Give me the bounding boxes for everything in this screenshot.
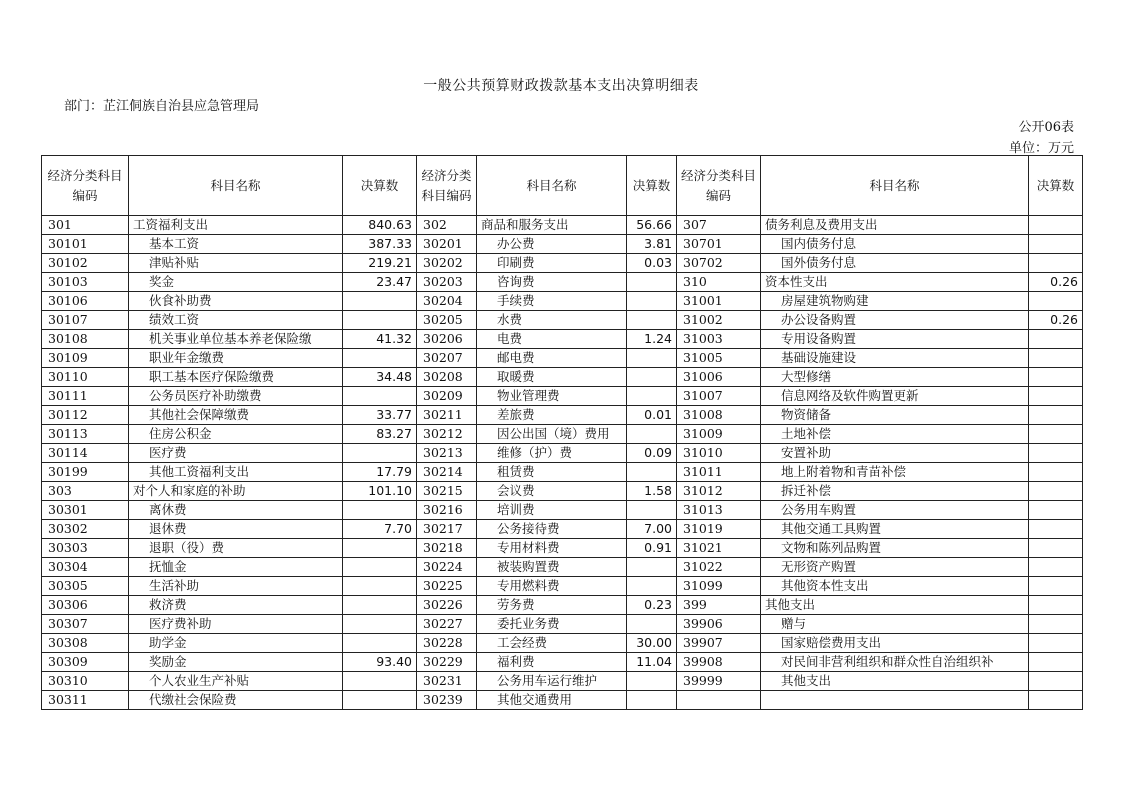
cell-code-2: 30208: [417, 368, 477, 387]
cell-name-3: 办公设备购置: [761, 311, 1029, 330]
cell-code-3: 310: [677, 273, 761, 292]
cell-amount-3: [1029, 368, 1083, 387]
cell-amount-3: [1029, 615, 1083, 634]
cell-name-3: 债务利息及费用支出: [761, 216, 1029, 235]
table-row: [42, 520, 1083, 539]
cell-code-2: 30203: [417, 273, 477, 292]
cell-code-1: 30101: [42, 235, 129, 254]
cell-name-3: 安置补助: [761, 444, 1029, 463]
cell-name-2: 办公费: [477, 235, 627, 254]
expenditure-table: [41, 155, 1083, 710]
cell-name-2: 工会经费: [477, 634, 627, 653]
cell-name-1: 基本工资: [129, 235, 343, 254]
cell-amount-3: 0.26: [1029, 311, 1083, 330]
cell-code-3: 39999: [677, 672, 761, 691]
table-row: [42, 691, 1083, 710]
cell-code-2: 30218: [417, 539, 477, 558]
cell-name-3: 国外债务付息: [761, 254, 1029, 273]
cell-name-3: 大型修缮: [761, 368, 1029, 387]
cell-name-1: 公务员医疗补助缴费: [129, 387, 343, 406]
cell-name-2: 专用材料费: [477, 539, 627, 558]
cell-code-1: 30102: [42, 254, 129, 273]
cell-amount-1: [343, 501, 417, 520]
cell-amount-3: [1029, 539, 1083, 558]
cell-name-3: 文物和陈列品购置: [761, 539, 1029, 558]
cell-code-1: 30308: [42, 634, 129, 653]
cell-amount-2: [627, 501, 677, 520]
cell-name-2: 其他交通费用: [477, 691, 627, 710]
cell-code-2: 30225: [417, 577, 477, 596]
cell-code-3: 31009: [677, 425, 761, 444]
cell-name-1: 住房公积金: [129, 425, 343, 444]
cell-amount-2: [627, 425, 677, 444]
cell-name-1: 津贴补贴: [129, 254, 343, 273]
cell-code-2: 30202: [417, 254, 477, 273]
cell-amount-1: 93.40: [343, 653, 417, 672]
cell-amount-2: 7.00: [627, 520, 677, 539]
cell-name-2: 维修（护）费: [477, 444, 627, 463]
cell-amount-1: 219.21: [343, 254, 417, 273]
table-row: [42, 444, 1083, 463]
cell-name-2: 委托业务费: [477, 615, 627, 634]
cell-code-3: 31010: [677, 444, 761, 463]
cell-amount-2: [627, 292, 677, 311]
header-code-1: 经济分类科目编码: [42, 156, 129, 216]
cell-name-1: 其他工资福利支出: [129, 463, 343, 482]
table-row: [42, 672, 1083, 691]
cell-amount-3: [1029, 463, 1083, 482]
cell-code-3: 31021: [677, 539, 761, 558]
cell-code-1: 30106: [42, 292, 129, 311]
cell-name-1: 助学金: [129, 634, 343, 653]
cell-name-3: 其他支出: [761, 596, 1029, 615]
cell-code-1: 30306: [42, 596, 129, 615]
cell-amount-3: [1029, 406, 1083, 425]
page-title: 一般公共预算财政拨款基本支出决算明细表: [423, 78, 699, 94]
cell-code-3: 39906: [677, 615, 761, 634]
cell-name-1: 绩效工资: [129, 311, 343, 330]
table-row: [42, 577, 1083, 596]
cell-amount-3: [1029, 482, 1083, 501]
cell-name-3: 拆迁补偿: [761, 482, 1029, 501]
cell-name-1: 工资福利支出: [129, 216, 343, 235]
cell-name-3: 物资储备: [761, 406, 1029, 425]
department-label: 部门：芷江侗族自治县应急管理局: [64, 99, 260, 114]
table-header-row: [42, 156, 1083, 216]
cell-code-2: 30227: [417, 615, 477, 634]
cell-name-3: 其他资本性支出: [761, 577, 1029, 596]
header-amount-1: 决算数: [343, 156, 417, 216]
cell-name-1: 机关事业单位基本养老保险缴: [129, 330, 343, 349]
cell-code-3: 31012: [677, 482, 761, 501]
cell-amount-2: 0.03: [627, 254, 677, 273]
cell-name-3: 信息网络及软件购置更新: [761, 387, 1029, 406]
table-row: [42, 596, 1083, 615]
cell-code-3: 307: [677, 216, 761, 235]
cell-amount-1: [343, 634, 417, 653]
cell-name-2: 邮电费: [477, 349, 627, 368]
cell-name-2: 被装购置费: [477, 558, 627, 577]
cell-name-3: 国家赔偿费用支出: [761, 634, 1029, 653]
cell-amount-2: 1.58: [627, 482, 677, 501]
header-name-1: 科目名称: [129, 156, 343, 216]
cell-code-1: 30302: [42, 520, 129, 539]
table-id-label: 公开06表: [1018, 120, 1074, 135]
cell-code-1: 301: [42, 216, 129, 235]
cell-name-2: 公务用车运行维护: [477, 672, 627, 691]
table-row: [42, 292, 1083, 311]
cell-code-3: 399: [677, 596, 761, 615]
cell-name-3: 其他交通工具购置: [761, 520, 1029, 539]
cell-code-2: 30229: [417, 653, 477, 672]
cell-amount-1: 23.47: [343, 273, 417, 292]
cell-name-1: 伙食补助费: [129, 292, 343, 311]
table-row: [42, 273, 1083, 292]
cell-code-1: 30309: [42, 653, 129, 672]
cell-amount-3: [1029, 596, 1083, 615]
table-row: [42, 615, 1083, 634]
cell-name-2: 水费: [477, 311, 627, 330]
cell-code-1: 30108: [42, 330, 129, 349]
cell-amount-3: [1029, 292, 1083, 311]
cell-name-1: 离休费: [129, 501, 343, 520]
cell-code-1: 30107: [42, 311, 129, 330]
table-row: [42, 653, 1083, 672]
cell-code-3: 30702: [677, 254, 761, 273]
cell-amount-3: 0.26: [1029, 273, 1083, 292]
cell-code-3: 31013: [677, 501, 761, 520]
cell-name-1: 奖励金: [129, 653, 343, 672]
cell-name-1: 职工基本医疗保险缴费: [129, 368, 343, 387]
table-row: [42, 330, 1083, 349]
cell-code-3: 31002: [677, 311, 761, 330]
table-row: [42, 482, 1083, 501]
cell-amount-3: [1029, 425, 1083, 444]
cell-code-3: 39907: [677, 634, 761, 653]
cell-code-2: 30201: [417, 235, 477, 254]
cell-code-1: 30112: [42, 406, 129, 425]
cell-amount-2: 0.01: [627, 406, 677, 425]
table-row: [42, 254, 1083, 273]
cell-code-2: 30216: [417, 501, 477, 520]
cell-name-1: 对个人和家庭的补助: [129, 482, 343, 501]
table-row: [42, 634, 1083, 653]
cell-amount-1: 840.63: [343, 216, 417, 235]
cell-name-3: 公务用车购置: [761, 501, 1029, 520]
cell-code-2: 30205: [417, 311, 477, 330]
table-row: [42, 425, 1083, 444]
cell-code-2: 30226: [417, 596, 477, 615]
cell-code-1: 30304: [42, 558, 129, 577]
cell-amount-3: [1029, 387, 1083, 406]
cell-name-2: 差旅费: [477, 406, 627, 425]
cell-code-1: 30305: [42, 577, 129, 596]
table-row: [42, 349, 1083, 368]
cell-code-3: 31001: [677, 292, 761, 311]
header-amount-2: 决算数: [627, 156, 677, 216]
cell-code-1: 30110: [42, 368, 129, 387]
cell-name-3: 专用设备购置: [761, 330, 1029, 349]
cell-amount-1: 101.10: [343, 482, 417, 501]
cell-name-1: 代缴社会保险费: [129, 691, 343, 710]
cell-name-1: 救济费: [129, 596, 343, 615]
cell-name-1: 生活补助: [129, 577, 343, 596]
cell-amount-3: [1029, 520, 1083, 539]
cell-amount-2: [627, 691, 677, 710]
cell-name-2: 专用燃料费: [477, 577, 627, 596]
cell-amount-3: [1029, 235, 1083, 254]
cell-name-2: 印刷费: [477, 254, 627, 273]
cell-name-3: 地上附着物和青苗补偿: [761, 463, 1029, 482]
cell-name-3: 对民间非营利组织和群众性自治组织补: [761, 653, 1029, 672]
cell-amount-2: [627, 615, 677, 634]
cell-amount-2: [627, 349, 677, 368]
cell-amount-1: [343, 444, 417, 463]
cell-name-2: 劳务费: [477, 596, 627, 615]
cell-amount-1: 41.32: [343, 330, 417, 349]
cell-code-1: 30111: [42, 387, 129, 406]
unit-label: 单位：万元: [1008, 141, 1074, 156]
cell-name-1: 退职（役）费: [129, 539, 343, 558]
table-row: [42, 501, 1083, 520]
cell-name-2: 电费: [477, 330, 627, 349]
cell-code-1: 30311: [42, 691, 129, 710]
cell-amount-2: 11.04: [627, 653, 677, 672]
cell-amount-2: [627, 577, 677, 596]
header-name-3: 科目名称: [761, 156, 1029, 216]
cell-code-1: 30109: [42, 349, 129, 368]
cell-code-2: 30207: [417, 349, 477, 368]
table-row: [42, 216, 1083, 235]
cell-code-3: [677, 691, 761, 710]
cell-name-3: 房屋建筑物购建: [761, 292, 1029, 311]
cell-name-2: 商品和服务支出: [477, 216, 627, 235]
cell-amount-1: 7.70: [343, 520, 417, 539]
cell-code-3: 31005: [677, 349, 761, 368]
cell-amount-1: [343, 349, 417, 368]
cell-amount-3: [1029, 634, 1083, 653]
cell-amount-2: 0.23: [627, 596, 677, 615]
cell-code-3: 31019: [677, 520, 761, 539]
cell-amount-1: 387.33: [343, 235, 417, 254]
cell-name-1: 奖金: [129, 273, 343, 292]
cell-name-1: 退休费: [129, 520, 343, 539]
cell-amount-2: [627, 387, 677, 406]
cell-code-1: 30307: [42, 615, 129, 634]
cell-code-3: 31006: [677, 368, 761, 387]
table-row: [42, 235, 1083, 254]
cell-amount-2: [627, 558, 677, 577]
cell-name-2: 咨询费: [477, 273, 627, 292]
cell-code-2: 30212: [417, 425, 477, 444]
cell-code-2: 30213: [417, 444, 477, 463]
cell-code-1: 30310: [42, 672, 129, 691]
cell-amount-2: [627, 273, 677, 292]
cell-amount-3: [1029, 672, 1083, 691]
cell-code-2: 30217: [417, 520, 477, 539]
cell-code-2: 30228: [417, 634, 477, 653]
cell-code-2: 30209: [417, 387, 477, 406]
cell-amount-3: [1029, 216, 1083, 235]
cell-name-3: 其他支出: [761, 672, 1029, 691]
cell-code-1: 30103: [42, 273, 129, 292]
cell-name-3: 资本性支出: [761, 273, 1029, 292]
cell-code-2: 30231: [417, 672, 477, 691]
cell-amount-1: 33.77: [343, 406, 417, 425]
cell-amount-3: [1029, 330, 1083, 349]
cell-code-2: 302: [417, 216, 477, 235]
cell-amount-2: 56.66: [627, 216, 677, 235]
cell-amount-2: [627, 463, 677, 482]
cell-amount-3: [1029, 653, 1083, 672]
cell-amount-2: [627, 368, 677, 387]
cell-amount-1: 34.48: [343, 368, 417, 387]
cell-amount-1: 83.27: [343, 425, 417, 444]
cell-name-2: 公务接待费: [477, 520, 627, 539]
header-code-3: 经济分类科目编码: [677, 156, 761, 216]
cell-code-3: 31007: [677, 387, 761, 406]
cell-name-1: 职业年金缴费: [129, 349, 343, 368]
header-amount-3: 决算数: [1029, 156, 1083, 216]
cell-code-3: 31099: [677, 577, 761, 596]
cell-amount-2: [627, 672, 677, 691]
cell-code-1: 303: [42, 482, 129, 501]
cell-code-2: 30214: [417, 463, 477, 482]
cell-name-2: 物业管理费: [477, 387, 627, 406]
cell-name-2: 手续费: [477, 292, 627, 311]
header-code-2: 经济分类科目编码: [417, 156, 477, 216]
cell-name-3: 赠与: [761, 615, 1029, 634]
cell-amount-1: [343, 292, 417, 311]
cell-amount-2: 0.09: [627, 444, 677, 463]
cell-name-3: 基础设施建设: [761, 349, 1029, 368]
cell-amount-1: [343, 691, 417, 710]
cell-name-3: [761, 691, 1029, 710]
table-row: [42, 311, 1083, 330]
table-row: [42, 539, 1083, 558]
cell-amount-1: 17.79: [343, 463, 417, 482]
cell-code-3: 31011: [677, 463, 761, 482]
cell-amount-1: [343, 596, 417, 615]
cell-amount-2: [627, 311, 677, 330]
cell-code-1: 30303: [42, 539, 129, 558]
cell-code-2: 30204: [417, 292, 477, 311]
cell-amount-1: [343, 558, 417, 577]
cell-amount-1: [343, 577, 417, 596]
cell-code-3: 30701: [677, 235, 761, 254]
cell-amount-2: 1.24: [627, 330, 677, 349]
cell-name-1: 其他社会保障缴费: [129, 406, 343, 425]
cell-amount-3: [1029, 349, 1083, 368]
cell-amount-2: 3.81: [627, 235, 677, 254]
cell-amount-3: [1029, 254, 1083, 273]
cell-amount-2: 0.91: [627, 539, 677, 558]
cell-code-2: 30206: [417, 330, 477, 349]
cell-amount-1: [343, 311, 417, 330]
cell-code-1: 30301: [42, 501, 129, 520]
cell-code-2: 30215: [417, 482, 477, 501]
cell-amount-3: [1029, 501, 1083, 520]
cell-amount-3: [1029, 558, 1083, 577]
cell-amount-1: [343, 539, 417, 558]
cell-amount-3: [1029, 691, 1083, 710]
cell-name-1: 医疗费: [129, 444, 343, 463]
cell-code-1: 30113: [42, 425, 129, 444]
cell-code-1: 30114: [42, 444, 129, 463]
table-row: [42, 387, 1083, 406]
cell-amount-1: [343, 615, 417, 634]
cell-name-1: 个人农业生产补贴: [129, 672, 343, 691]
cell-name-2: 培训费: [477, 501, 627, 520]
cell-code-3: 31022: [677, 558, 761, 577]
cell-name-1: 医疗费补助: [129, 615, 343, 634]
cell-amount-1: [343, 387, 417, 406]
cell-name-1: 抚恤金: [129, 558, 343, 577]
table-row: [42, 368, 1083, 387]
cell-code-1: 30199: [42, 463, 129, 482]
cell-amount-2: 30.00: [627, 634, 677, 653]
cell-amount-3: [1029, 577, 1083, 596]
cell-amount-3: [1029, 444, 1083, 463]
cell-code-3: 31008: [677, 406, 761, 425]
cell-name-2: 因公出国（境）费用: [477, 425, 627, 444]
cell-name-3: 国内债务付息: [761, 235, 1029, 254]
cell-code-3: 31003: [677, 330, 761, 349]
cell-code-2: 30239: [417, 691, 477, 710]
cell-name-2: 租赁费: [477, 463, 627, 482]
cell-name-2: 福利费: [477, 653, 627, 672]
table-row: [42, 406, 1083, 425]
cell-name-2: 取暖费: [477, 368, 627, 387]
cell-name-2: 会议费: [477, 482, 627, 501]
cell-name-3: 土地补偿: [761, 425, 1029, 444]
cell-amount-1: [343, 672, 417, 691]
cell-code-3: 39908: [677, 653, 761, 672]
cell-name-3: 无形资产购置: [761, 558, 1029, 577]
cell-code-2: 30211: [417, 406, 477, 425]
cell-code-2: 30224: [417, 558, 477, 577]
table-row: [42, 558, 1083, 577]
table-row: [42, 463, 1083, 482]
header-name-2: 科目名称: [477, 156, 627, 216]
